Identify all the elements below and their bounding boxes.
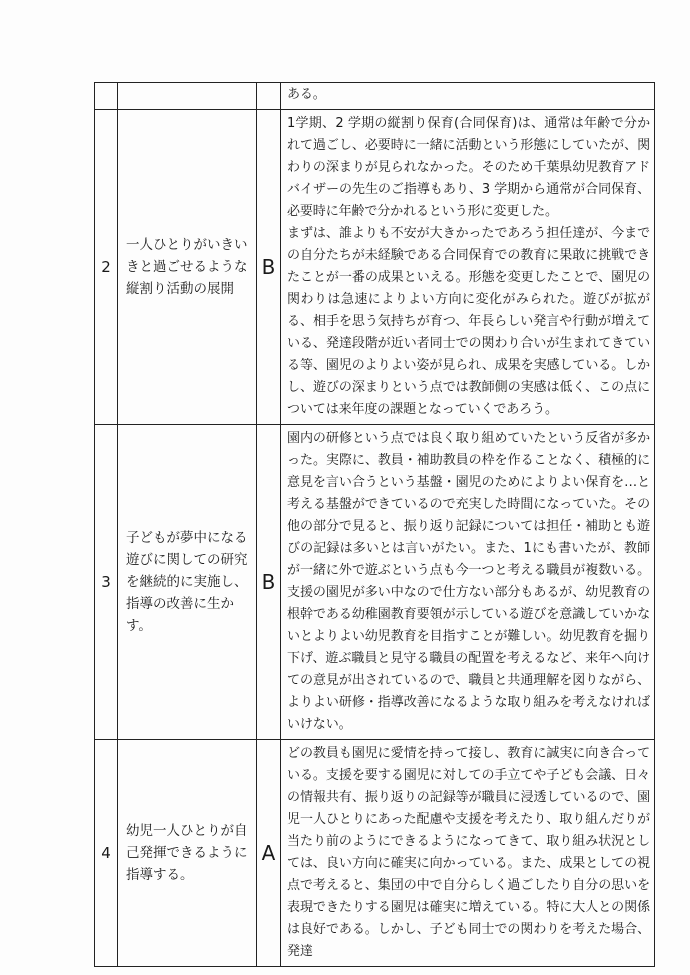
evaluation-description — [281, 83, 655, 110]
description-paragraph: どの教員も園児に愛情を持って接し、教育に誠実に向き合っている。支援を要する園児に対しての手立てや子ども会議、日々の情報共有、振り返りの記録等が職員に浸透しているので、園児一人ひとりにあった配慮や支援を考えたり、取り組んだりが当たり前のようにできるようになってきて、取り組み状況としては、良い方向に確実に向かっている。また、成果としての視点で考えると、集団の中で自分らしく過ごしたり自分の思いを表現できたりする園児は確実に増えている。特に大人との関係は良好である。しかし、子ども同士での関わりを考えた場合、発達 — [287, 746, 650, 959]
row-number: 3 — [95, 425, 118, 740]
evaluation-item — [118, 83, 257, 110]
description-paragraph: まずは、誰よりも不安が大きかったであろう担任達が、今までの自分たちが未経験である合同保育での教育に果敢に挑戦できたことが一番の成果といえる。形態を変更したことで、園児の関わりは急速によりよい方向に変化がみられた。遊びが拡がる、相手を思う気持ちが育つ、年長らしい発言や行動が増えている、発達段階が近い者同士での関わり合いが生まれてきている等、園児のよりよい姿が見られ、成果を実感している。しかし、遊びの深まりという点では教師側の実感は低く、この点については来年度の課題となっていくであろう。 — [287, 226, 650, 417]
description-paragraph: ある。 — [287, 87, 326, 102]
row-number: 4 — [95, 740, 118, 967]
evaluation-grade: B — [257, 110, 281, 425]
row-number: 2 — [95, 110, 118, 425]
description-paragraph: 1学期、2 学期の縦割り保育(合同保育)は、通常は年齢で分かれて過ごし、必要時に一緒に活動という形態にしていたが、関わりの深まりが見られなかった。そのため千葉県幼児教育アドバイザーの先生のご指導もあり、3 学期から通常が合同保育、必要時に年齢で分かれるという形に変更した。 — [287, 116, 650, 219]
evaluation-grade — [257, 83, 281, 110]
table-row — [95, 425, 655, 740]
description-paragraph: 園内の研修という点では良く取り組めていたという反省が多かった。実際に、教員・補助教員の枠を作ることなく、積極的に意見を言い合うという基盤・園児のためによりよい保育を…と考える基盤ができているので充実した時間になっていた。その他の部分で見ると、振り返り記録については担任・補助とも遊びの記録は多いとは言いがたい。また、1にも書いたが、教師が一緒に外で遊ぶという点も今一つと考える職員が複数いる。支援の園児が多い中なので仕方ない部分もあるが、幼児教育の根幹である幼稚園教育要領が示している遊びを意識していかないとよりよい幼児教育を目指すことが難しい。幼児教育を掘り下げ、遊ぶ職員と見守る職員の配置を考えるなど、来年へ向けての意見が出されているので、職員と共通理解を図りながら、よりよい研修・指導改善になるような取り組みを考えなければいけない。 — [287, 431, 650, 732]
evaluation-item: 子どもが夢中になる遊びに関しての研究を継続的に実施し、指導の改善に生かす。 — [118, 425, 257, 740]
evaluation-grade: A — [257, 740, 281, 967]
evaluation-grade: B — [257, 425, 281, 740]
row-number — [95, 83, 118, 110]
evaluation-description — [281, 425, 655, 740]
table-row — [95, 740, 655, 967]
evaluation-item: 幼児一人ひとりが自己発揮できるように指導する。 — [118, 740, 257, 967]
table-row — [95, 110, 655, 425]
table-row — [95, 83, 655, 110]
evaluation-item: 一人ひとりがいきいきと過ごせるような縦割り活動の展開 — [118, 110, 257, 425]
evaluation-table — [94, 82, 655, 967]
evaluation-description — [281, 110, 655, 425]
evaluation-description — [281, 740, 655, 967]
